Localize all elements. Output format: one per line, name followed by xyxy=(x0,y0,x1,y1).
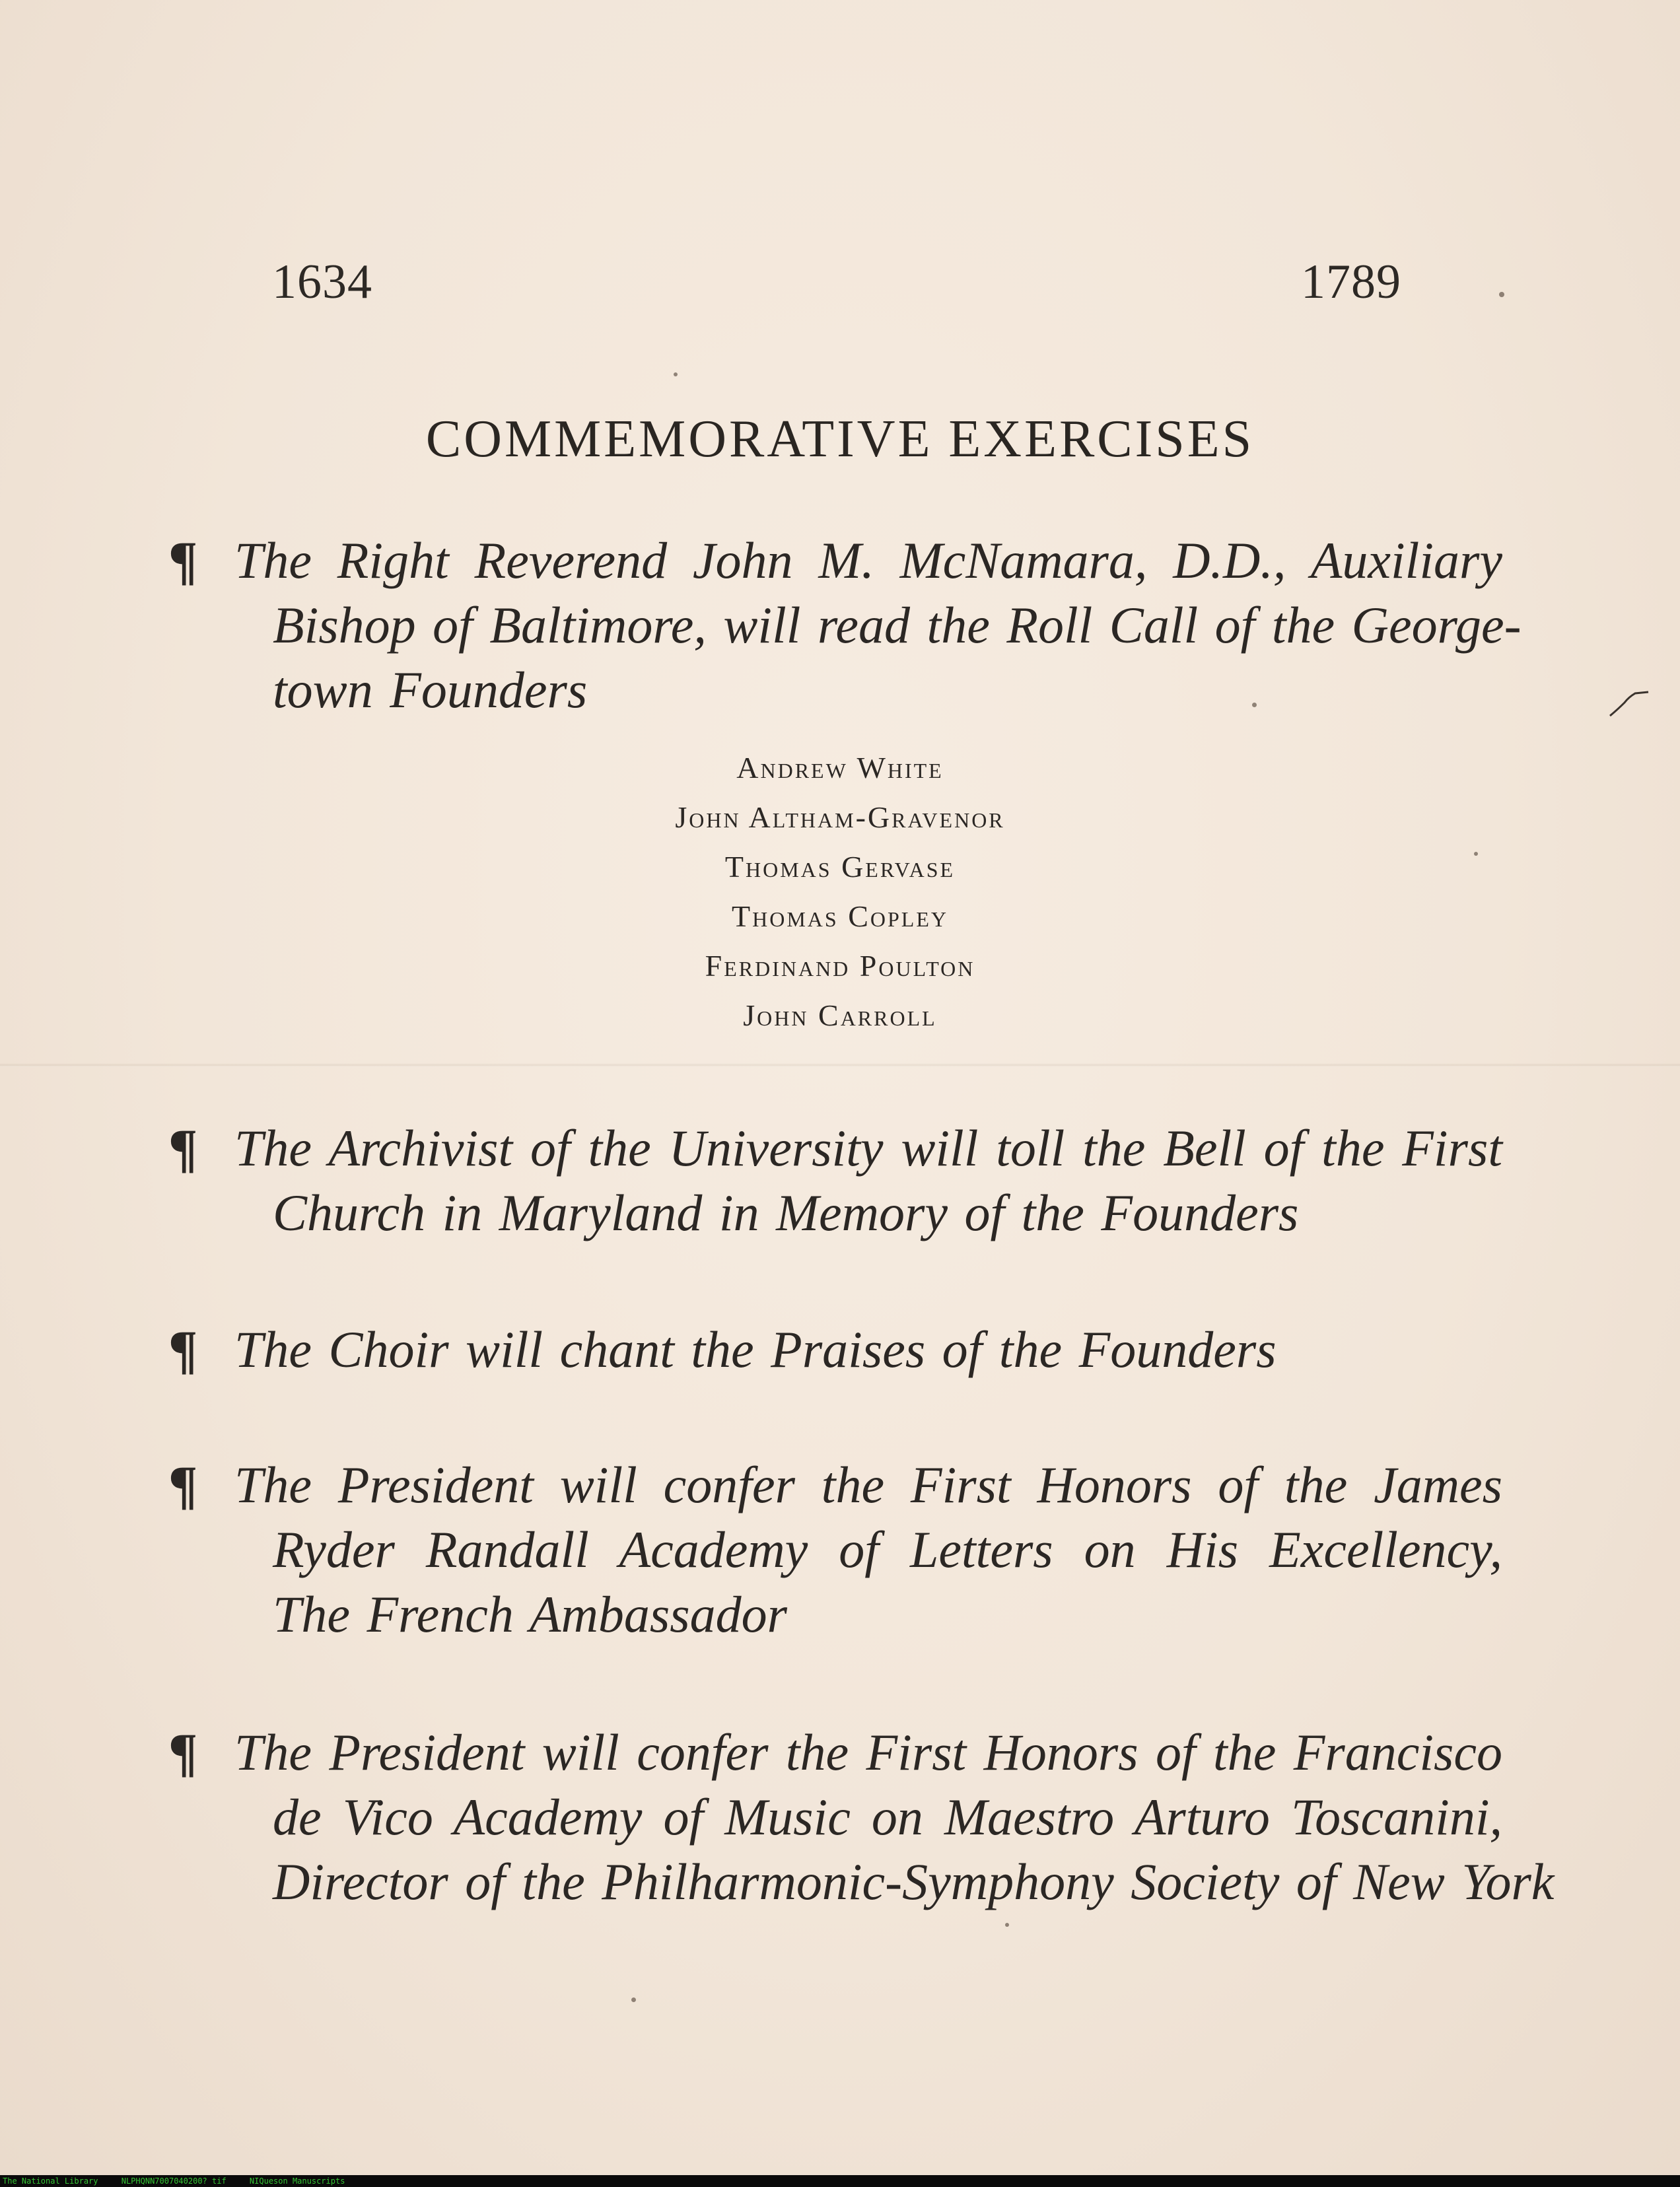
paper-spot xyxy=(1474,852,1478,856)
founder-name: Thomas Copley xyxy=(732,899,948,933)
pencil-mark-icon xyxy=(1609,687,1655,720)
item-line: The Choir will chant the Praises of the Founders xyxy=(234,1321,1277,1378)
program-item-vico-academy xyxy=(168,1720,1555,1914)
pilcrow-icon: ¶ xyxy=(168,530,198,590)
year-left: 1634 xyxy=(272,255,372,309)
founder-name: Thomas Gervase xyxy=(724,850,956,884)
founder-name: John Carroll xyxy=(743,998,937,1032)
footer-library: The National Library xyxy=(3,2176,98,2186)
pilcrow-icon: ¶ xyxy=(168,1722,198,1782)
founder-name: Andrew White xyxy=(736,751,944,784)
footer-collection: NIQueson Manuscripts xyxy=(249,2176,345,2186)
scan-footer xyxy=(0,2175,1680,2187)
program-item-roll-call xyxy=(168,528,1522,722)
program-item-randall-academy xyxy=(168,1453,1502,1647)
founder-name: Ferdinand Poulton xyxy=(705,949,975,983)
item-line: The Archivist of the University will toll the Bell of the First xyxy=(234,1119,1502,1177)
paper-spot xyxy=(674,372,678,376)
paper-spot xyxy=(631,1997,636,2002)
item-line: Director of the Philharmonic-Symphony Society of New York xyxy=(273,1853,1555,1910)
paper-spot xyxy=(1005,1923,1009,1927)
paper-spot xyxy=(1499,292,1504,297)
item-line: The President will confer the First Honors of the James xyxy=(234,1456,1502,1513)
page-title: COMMEMORATIVE EXERCISES xyxy=(425,410,1255,468)
program-item-choir xyxy=(168,1317,1502,1382)
year-right: 1789 xyxy=(1301,255,1401,309)
pilcrow-icon: ¶ xyxy=(168,1455,198,1515)
item-line: town Founders xyxy=(273,661,588,718)
item-line: de Vico Academy of Music on Maestro Arturo Toscanini, xyxy=(273,1788,1502,1846)
item-line: Ryder Randall Academy of Letters on His Excellency, xyxy=(273,1521,1502,1578)
founder-name: John Altham-Gravenor xyxy=(675,800,1005,834)
item-line: The President will confer the First Honors of the Francisco xyxy=(234,1723,1502,1781)
founders-list xyxy=(0,743,1680,1040)
item-line: Bishop of Baltimore, will read the Roll Call of the George- xyxy=(273,596,1522,654)
pilcrow-icon: ¶ xyxy=(168,1319,198,1379)
item-line: Church in Maryland in Memory of the Founders xyxy=(273,1184,1299,1241)
pilcrow-icon: ¶ xyxy=(168,1118,198,1178)
item-line: The Right Reverend John M. McNamara, D.D., Auxiliary xyxy=(234,532,1502,589)
program-item-bell xyxy=(168,1116,1502,1245)
paper-spot xyxy=(1252,703,1257,707)
item-line: The French Ambassador xyxy=(273,1585,787,1643)
footer-file: NLPHQNN7007040200? tif xyxy=(121,2176,227,2186)
